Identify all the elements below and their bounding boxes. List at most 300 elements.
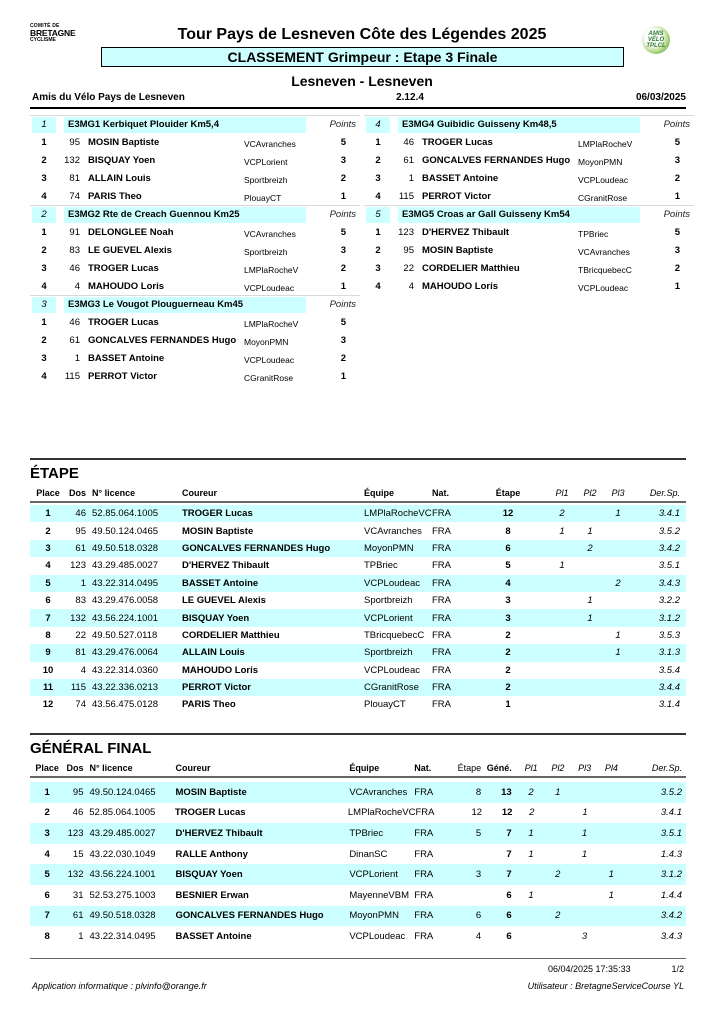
- stage-points: 3: [475, 869, 482, 881]
- pl1: 2: [529, 807, 535, 819]
- place: 2: [41, 334, 47, 346]
- stage-points: 12: [502, 508, 514, 520]
- col-der-sp: Der.Sp.: [651, 763, 683, 773]
- general-section: [30, 733, 686, 947]
- last-sprint: 3.5.2: [658, 525, 680, 537]
- licence-number: 43.29.476.0064: [92, 647, 159, 659]
- place: 2: [44, 807, 50, 819]
- table-row: [30, 926, 686, 947]
- team-name: CGranitRose: [578, 192, 628, 203]
- col-coureur: Coureur: [182, 488, 218, 498]
- points: 3: [340, 154, 346, 166]
- col-pl2: Pl2: [583, 488, 597, 498]
- licence-number: 43.29.476.0058: [92, 595, 159, 607]
- bib-number: 61: [69, 334, 80, 346]
- climb-block: [30, 295, 360, 385]
- climb-row: [364, 169, 694, 187]
- bib-number: 115: [398, 190, 414, 202]
- rider-name: BISQUAY Yoen: [175, 869, 243, 881]
- rider-name: ALLAIN Louis: [88, 172, 151, 184]
- user-credit: Utilisateur : BretagneServiceCourse YL: [527, 981, 684, 991]
- rider-name: D'HERVEZ Thibault: [422, 226, 510, 238]
- pl3: 1: [581, 827, 588, 839]
- col-place: Place: [35, 763, 59, 773]
- points: 1: [340, 370, 346, 382]
- logo-line-3: CYCLISME: [30, 36, 56, 43]
- team-name: LMPlaRocheVC: [347, 807, 416, 819]
- place: 3: [44, 827, 50, 839]
- climb-row: [364, 187, 694, 205]
- points: 2: [674, 262, 680, 274]
- team-name: Sportbreizh: [244, 246, 288, 257]
- table-header: [30, 485, 686, 503]
- table-row: [30, 906, 686, 927]
- licence-number: 49.50.124.0465: [92, 525, 159, 537]
- place: 9: [45, 647, 51, 659]
- climb-row: [364, 259, 694, 277]
- last-sprint: 3.4.2: [660, 910, 683, 922]
- bib-number: 95: [69, 136, 80, 148]
- stage-points: 8: [475, 786, 482, 798]
- table-row: [30, 609, 686, 626]
- team-name: TPBriec: [578, 228, 609, 239]
- team-name: CGranitRose: [364, 682, 419, 694]
- col-pl3: Pl3: [611, 488, 625, 498]
- stage-points: 4: [505, 577, 511, 589]
- points: 2: [340, 262, 346, 274]
- section-divider: [30, 733, 686, 735]
- place: 4: [375, 190, 381, 202]
- team-name: LMPlaRocheV: [244, 264, 299, 275]
- team-name: LMPlaRocheV: [244, 318, 299, 329]
- rider-name: DELONGLEE Noah: [88, 226, 174, 238]
- points: 1: [674, 280, 680, 292]
- rider-name: MOSIN Baptiste: [88, 136, 160, 148]
- place: 4: [375, 280, 381, 292]
- nationality: FRA: [432, 647, 451, 659]
- rider-name: BISQUAY Yoen: [88, 154, 156, 166]
- place: 3: [41, 262, 47, 274]
- rider-name: MOSIN Baptiste: [182, 525, 254, 537]
- pl2: 2: [555, 910, 561, 922]
- climb-row: [364, 151, 694, 169]
- stage-points: 2: [505, 629, 511, 641]
- col-pl3: Pl3: [578, 763, 592, 773]
- climb-header: [364, 205, 694, 223]
- place: 12: [42, 699, 54, 711]
- rider-name: PARIS Theo: [88, 190, 142, 202]
- climb-block: [30, 115, 360, 205]
- points: 5: [340, 316, 346, 328]
- pl3: 1: [581, 848, 588, 860]
- climb-number: 1: [32, 117, 56, 133]
- col-pl2: Pl2: [551, 763, 565, 773]
- stage-points: 1: [505, 699, 511, 711]
- rider-name: BASSET Antoine: [175, 930, 252, 942]
- team-name: Sportbreizh: [364, 595, 413, 607]
- etape-section: [30, 458, 686, 714]
- place: 4: [41, 190, 47, 202]
- col-nat: Nat.: [414, 763, 432, 773]
- last-sprint: 3.5.3: [658, 629, 680, 641]
- nationality: FRA: [432, 508, 451, 520]
- nationality: FRA: [432, 595, 451, 607]
- place: 3: [375, 262, 381, 274]
- nationality: FRA: [414, 930, 434, 942]
- bib-number: 46: [75, 508, 86, 520]
- licence-number: 43.22.314.0495: [92, 577, 159, 589]
- col-pl1: Pl1: [555, 488, 569, 498]
- col-coureur: Coureur: [175, 763, 211, 773]
- place: 1: [375, 226, 381, 238]
- general-points: 6: [506, 910, 512, 922]
- col-dos: Dos: [68, 488, 86, 498]
- licence-number: 43.29.485.0027: [92, 560, 159, 572]
- bib-number: 1: [74, 352, 80, 364]
- bib-number: 46: [69, 262, 80, 274]
- pl3: 2: [615, 577, 621, 589]
- climbs-left-column: [30, 115, 360, 385]
- climb-row: [30, 151, 360, 169]
- team-name: VCAvranches: [244, 138, 296, 149]
- place: 1: [41, 226, 47, 238]
- nationality: FRA: [414, 786, 434, 798]
- nationality: FRA: [432, 664, 451, 676]
- place: 2: [375, 244, 381, 256]
- rider-name: BASSET Antoine: [422, 172, 499, 184]
- general-points: 12: [501, 807, 513, 819]
- team-name: VCPLoudeac: [244, 354, 295, 365]
- points: 3: [674, 154, 680, 166]
- general-points: 7: [506, 848, 512, 860]
- place: 2: [41, 244, 47, 256]
- climbs-right-column: [364, 115, 694, 295]
- licence-number: 52.85.064.1005: [89, 807, 156, 819]
- section-divider: [30, 458, 686, 460]
- nationality: FRA: [432, 525, 451, 537]
- nationality: FRA: [432, 560, 451, 572]
- nationality: FRA: [414, 889, 434, 901]
- team-name: VCPLorient: [244, 156, 288, 167]
- table-row: [30, 823, 686, 844]
- logo-line-1: COMITÉ DE: [30, 23, 60, 29]
- licence-number: 49.50.518.0328: [92, 542, 159, 554]
- points: 3: [340, 244, 346, 256]
- bib-number: 95: [72, 786, 84, 798]
- nationality: FRA: [432, 577, 451, 589]
- nationality: FRA: [432, 682, 451, 694]
- table-row: [30, 662, 686, 679]
- stage-points: 2: [505, 664, 511, 676]
- general-points: 7: [506, 827, 512, 839]
- print-timestamp: 06/04/2025 17:35:33: [548, 964, 631, 974]
- table-row: [30, 557, 686, 574]
- climb-row: [30, 349, 360, 367]
- climb-row: [30, 313, 360, 331]
- place: 1: [41, 316, 47, 328]
- table-row: [30, 627, 686, 644]
- bib-number: 123: [398, 226, 414, 238]
- table-row: [30, 679, 686, 696]
- place: 4: [41, 370, 47, 382]
- table-row: [30, 844, 686, 865]
- team-name: Sportbreizh: [364, 647, 413, 659]
- pl3: 1: [615, 508, 621, 520]
- rider-name: BASSET Antoine: [88, 352, 165, 364]
- team-name: MoyonPMN: [364, 542, 414, 554]
- place: 3: [41, 172, 47, 184]
- last-sprint: 3.5.4: [658, 664, 680, 676]
- section-title: GÉNÉRAL FINAL: [30, 740, 152, 757]
- rider-name: RALLE Anthony: [175, 848, 248, 860]
- general-points: 6: [506, 930, 512, 942]
- licence-number: 52.53.275.1003: [89, 889, 156, 901]
- col-der-sp: Der.Sp.: [649, 488, 680, 498]
- climb-header: [364, 115, 694, 133]
- rider-name: LE GUEVEL Alexis: [88, 244, 172, 256]
- col-equipe: Équipe: [364, 488, 395, 498]
- bib-number: 115: [70, 682, 86, 694]
- climb-row: [30, 169, 360, 187]
- stage-points: 3: [505, 595, 511, 607]
- place: 3: [375, 172, 381, 184]
- team-name: LMPlaRocheVC: [364, 508, 432, 520]
- climb-row: [364, 133, 694, 151]
- team-name: TPBriec: [364, 560, 398, 572]
- points-label: Points: [663, 209, 690, 220]
- last-sprint: 1.4.4: [660, 889, 683, 901]
- team-name: VCAvranches: [244, 228, 296, 239]
- table-row: [30, 644, 686, 661]
- bib-number: 4: [80, 664, 86, 676]
- team-name: CGranitRose: [244, 372, 294, 383]
- team-name: TBricquebecC: [578, 264, 632, 275]
- last-sprint: 3.4.4: [658, 682, 680, 694]
- route-title: Lesneven - Lesneven: [291, 73, 433, 89]
- stage-points: 2: [505, 682, 511, 694]
- table-row: [30, 696, 686, 713]
- climb-row: [30, 241, 360, 259]
- rider-name: TROGER Lucas: [174, 807, 246, 819]
- team-name: VCPLoudeac: [364, 577, 420, 589]
- pl4: 1: [608, 869, 614, 881]
- table-row: [30, 782, 686, 803]
- logo-right-text: AMIS VÉLO TPLCL: [646, 31, 666, 49]
- last-sprint: 3.5.1: [658, 560, 680, 572]
- team-name: DinanSC: [349, 848, 388, 860]
- col-etape: Étape: [495, 488, 521, 498]
- last-sprint: 3.4.2: [658, 542, 680, 554]
- bib-number: 61: [75, 542, 86, 554]
- points: 5: [674, 226, 680, 238]
- last-sprint: 3.2.2: [658, 595, 680, 607]
- table-row: [30, 575, 686, 592]
- place: 8: [45, 629, 51, 641]
- place: 6: [44, 889, 50, 901]
- bib-number: 61: [72, 910, 84, 922]
- climb-row: [30, 259, 360, 277]
- points-label: Points: [663, 119, 690, 130]
- place: 5: [45, 577, 51, 589]
- place: 5: [44, 869, 50, 881]
- team-name: PlouayCT: [244, 192, 282, 203]
- pl1: 2: [559, 508, 565, 520]
- nationality: FRA: [414, 910, 434, 922]
- points: 5: [340, 226, 346, 238]
- col-licence: N° licence: [89, 763, 133, 773]
- points: 5: [674, 136, 680, 148]
- rider-name: BISQUAY Yoen: [182, 612, 250, 624]
- rider-name: TROGER Lucas: [422, 136, 493, 148]
- climb-row: [30, 367, 360, 385]
- points-label: Points: [329, 209, 356, 220]
- last-sprint: 3.1.2: [660, 869, 683, 881]
- col-etape: Étape: [457, 763, 482, 773]
- rider-name: D'HERVEZ Thibault: [182, 560, 270, 572]
- last-sprint: 3.4.1: [658, 508, 680, 520]
- licence-number: 43.29.485.0027: [89, 827, 156, 839]
- climb-name: E3MG4 Guibidic Guisseny Km48,5: [398, 117, 640, 133]
- points: 1: [340, 280, 346, 292]
- team-name: PlouayCT: [364, 699, 406, 711]
- last-sprint: 1.4.3: [660, 848, 683, 860]
- team-name: VCAvranches: [364, 525, 422, 537]
- bib-number: 15: [72, 848, 84, 860]
- footer-divider: [30, 958, 686, 959]
- licence-number: 43.22.030.1049: [89, 848, 156, 860]
- table-row: [30, 885, 686, 906]
- bib-number: 1: [80, 577, 86, 589]
- application-credit: Application informatique : plvinfo@orange.fr: [32, 981, 207, 991]
- bib-number: 81: [75, 647, 86, 659]
- points: 3: [674, 244, 680, 256]
- place: 1: [44, 786, 50, 798]
- bib-number: 95: [75, 525, 86, 537]
- pl1: 1: [528, 827, 534, 839]
- table-row: [30, 592, 686, 609]
- general-points: 13: [501, 786, 512, 798]
- bib-number: 4: [408, 280, 414, 292]
- team-name: Sportbreizh: [244, 174, 288, 185]
- rider-name: TROGER Lucas: [182, 508, 253, 520]
- rider-name: CORDELIER Matthieu: [422, 262, 520, 274]
- licence-number: 49.50.518.0328: [89, 910, 156, 922]
- place: 2: [45, 525, 51, 537]
- climb-block: [364, 205, 694, 295]
- team-name: MoyonPMN: [578, 156, 623, 167]
- climb-row: [30, 223, 360, 241]
- points: 2: [674, 172, 680, 184]
- bib-number: 83: [69, 244, 80, 256]
- rider-name: GONCALVES FERNANDES Hugo: [182, 542, 331, 554]
- page-title: Tour Pays de Lesneven Côte des Légendes 2025: [177, 26, 547, 43]
- climb-name: E3MG2 Rte de Creach Guennou Km25: [64, 207, 306, 223]
- climb-block: [30, 205, 360, 295]
- table-row: [30, 803, 686, 824]
- logo-line-2: BRETAGNE: [30, 28, 76, 38]
- rider-name: GONCALVES FERNANDES Hugo: [175, 910, 324, 922]
- last-sprint: 3.5.2: [660, 786, 683, 798]
- bib-number: 46: [72, 807, 84, 819]
- stage-points: 6: [505, 542, 511, 554]
- licence-number: 49.50.527.0118: [92, 629, 158, 641]
- stage-points: 4: [475, 930, 482, 942]
- licence-number: 43.22.336.0213: [92, 682, 159, 694]
- team-name: VCAvranches: [578, 246, 630, 257]
- place: 4: [44, 848, 50, 860]
- place: 7: [44, 910, 50, 922]
- pl3: 3: [581, 930, 588, 942]
- team-name: VCPLorient: [364, 612, 413, 624]
- team-name: TBricquebecC: [364, 629, 425, 641]
- place: 7: [45, 612, 51, 624]
- race-date: 06/03/2025: [635, 92, 686, 103]
- licence-number: 43.56.224.1001: [89, 869, 156, 881]
- climb-row: [364, 223, 694, 241]
- bib-number: 46: [69, 316, 80, 328]
- bib-number: 74: [69, 190, 80, 202]
- pl2: 2: [587, 542, 593, 554]
- bib-number: 123: [70, 560, 86, 572]
- climb-row: [30, 331, 360, 349]
- climb-number: 3: [32, 297, 56, 313]
- organizer: Amis du Vélo Pays de Lesneven: [32, 92, 185, 103]
- classement-title: CLASSEMENT Grimpeur : Etape 3 Finale: [101, 47, 624, 67]
- stage-points: 6: [475, 910, 482, 922]
- nationality: FRA: [432, 629, 451, 641]
- bib-number: 74: [75, 699, 86, 711]
- points: 1: [340, 190, 346, 202]
- team-name: VCPLoudeac: [578, 174, 629, 185]
- stage-points: 2: [505, 647, 511, 659]
- team-name: VCPLoudeac: [244, 282, 295, 293]
- place: 10: [42, 664, 54, 676]
- climb-name: E3MG5 Croas ar Gall Guisseny Km54: [398, 207, 640, 223]
- last-sprint: 3.5.1: [660, 827, 683, 839]
- pl1: 1: [528, 848, 534, 860]
- place: 4: [45, 560, 51, 572]
- rider-name: MOSIN Baptiste: [422, 244, 494, 256]
- bib-number: 31: [72, 889, 84, 901]
- climb-header: [30, 115, 360, 133]
- place: 2: [41, 154, 47, 166]
- licence-number: 43.56.475.0128: [92, 699, 159, 711]
- bib-number: 132: [64, 154, 80, 166]
- col-gene: Géné.: [486, 763, 512, 773]
- general-points: 7: [506, 869, 512, 881]
- col-licence: N° licence: [92, 488, 136, 498]
- pl3: 1: [615, 629, 621, 641]
- stage-points: 3: [505, 612, 511, 624]
- nationality: FRA: [432, 699, 451, 711]
- licence-number: 52.85.064.1005: [92, 508, 159, 520]
- rider-name: GONCALVES FERNANDES Hugo: [88, 334, 237, 346]
- rider-name: CORDELIER Matthieu: [182, 629, 280, 641]
- bib-number: 95: [403, 244, 414, 256]
- team-name: VCAvranches: [349, 786, 408, 798]
- team-name: MayenneVBM: [349, 889, 409, 901]
- licence-number: 43.22.314.0495: [89, 930, 156, 942]
- comite-bretagne-logo: [30, 24, 80, 43]
- table-row: [30, 864, 686, 885]
- place: 1: [375, 136, 381, 148]
- team-name: VCPLoudeac: [578, 282, 629, 293]
- bib-number: 61: [403, 154, 414, 166]
- last-sprint: 3.1.3: [658, 647, 680, 659]
- bib-number: 83: [75, 595, 86, 607]
- rider-name: ALLAIN Louis: [182, 647, 245, 659]
- licence-number: 49.50.124.0465: [89, 786, 156, 798]
